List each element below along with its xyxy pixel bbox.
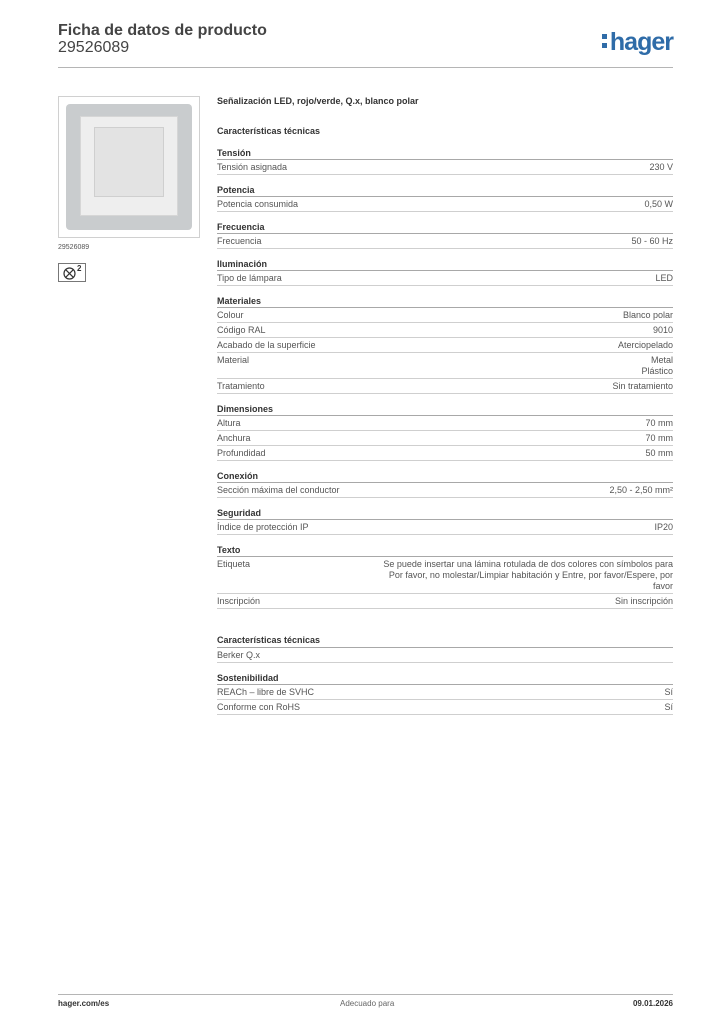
- crossed-circle-icon: [63, 267, 76, 280]
- spec-value: [612, 381, 673, 392]
- spec-group: [217, 671, 673, 715]
- spec-value: [641, 355, 673, 377]
- spec-value: [609, 485, 673, 496]
- spec-group-name: Tensión: [217, 146, 673, 160]
- spec-value: [664, 702, 673, 713]
- footer-date: 09.01.2026: [632, 999, 673, 1008]
- spec-row: [217, 416, 673, 431]
- spec-row: [217, 648, 673, 663]
- spec-group: [217, 506, 673, 535]
- spec-value-line: 70 mm: [645, 433, 673, 443]
- cert-superscript: 2: [77, 264, 82, 273]
- spec-label: Índice de protección IP: [217, 522, 309, 532]
- spec-group-name: Sostenibilidad: [217, 671, 673, 685]
- product-lens: [94, 127, 164, 197]
- spec-group-name: Seguridad: [217, 506, 673, 520]
- product-image: [58, 96, 200, 238]
- spec-group: [217, 402, 673, 461]
- spec-row: [217, 338, 673, 353]
- spec-value-line: Plástico: [641, 366, 673, 376]
- spec-label: Código RAL: [217, 325, 266, 335]
- product-number: 29526089: [58, 39, 130, 56]
- page-footer: [58, 994, 673, 1012]
- spec-row: [217, 160, 673, 175]
- spec-label: Anchura: [217, 433, 251, 443]
- page-header: [58, 20, 673, 68]
- spec-label: Potencia consumida: [217, 199, 299, 209]
- spec-row: [217, 353, 673, 379]
- product-frame: [66, 104, 192, 230]
- spec-group-name: Materiales: [217, 294, 673, 308]
- spec-value-line: Metal: [650, 355, 673, 365]
- spec-value-line: 70 mm: [645, 418, 673, 428]
- spec-group: [217, 220, 673, 249]
- spec-group: [217, 647, 673, 663]
- spec-value-line: Se puede insertar una lámina rotulada de dos colores con símbolos para: [383, 559, 673, 569]
- spec-group-name: Conexión: [217, 469, 673, 483]
- spec-label: Colour: [217, 310, 244, 320]
- spec-row: [217, 308, 673, 323]
- spec-label: Altura: [217, 418, 241, 428]
- product-description: Señalización LED, rojo/verde, Q.x, blanco polar: [217, 96, 419, 106]
- spec-row: [217, 271, 673, 286]
- spec-group: [217, 543, 673, 609]
- spec-label: Tensión asignada: [217, 162, 288, 172]
- spec-row: [217, 379, 673, 394]
- spec-value-line: 230 V: [649, 162, 673, 172]
- spec-value-line: IP20: [654, 522, 673, 532]
- spec-label: Material: [217, 355, 250, 365]
- spec-value: [653, 325, 673, 336]
- spec-value-line: Sí: [664, 702, 673, 712]
- spec-value: [654, 522, 673, 533]
- spec-row: [217, 234, 673, 249]
- spec-label: Profundidad: [217, 448, 266, 458]
- spec-value-line: Por favor, no molestar/Limpiar habitación y Entre, por favor/Espere, por: [388, 570, 673, 580]
- image-caption: 29526089: [58, 244, 90, 251]
- spec-label: Berker Q.x: [217, 650, 261, 660]
- spec-row: [217, 446, 673, 461]
- section-title: Características técnicas: [217, 635, 321, 645]
- spec-value-line: Sin inscripción: [614, 596, 673, 606]
- spec-row: [217, 594, 673, 609]
- spec-group: [217, 257, 673, 286]
- spec-group: [217, 183, 673, 212]
- spec-value-line: 0,50 W: [644, 199, 673, 209]
- spec-label: Sección máxima del conductor: [217, 485, 340, 495]
- spec-label: Tipo de lámpara: [217, 273, 282, 283]
- spec-label: REACh – libre de SVHC: [217, 687, 315, 697]
- spec-row: [217, 557, 673, 594]
- spec-row: [217, 685, 673, 700]
- spec-group-name: Potencia: [217, 183, 673, 197]
- spec-group-name: Texto: [217, 543, 673, 557]
- document-title: Ficha de datos de producto: [58, 22, 267, 39]
- spec-value: [383, 559, 673, 592]
- spec-value: [645, 418, 673, 429]
- spec-value: [664, 687, 673, 698]
- spec-value: [631, 236, 673, 247]
- product-plate: [80, 116, 178, 216]
- spec-row: [217, 483, 673, 498]
- lamp-symbol-icon: [58, 263, 86, 282]
- logo-text: hager: [609, 28, 673, 56]
- spec-value-line: favor: [652, 581, 673, 591]
- footer-url: hager.com/es: [58, 999, 110, 1008]
- spec-value: [655, 273, 673, 284]
- spec-value: [644, 199, 673, 210]
- spec-row: [217, 520, 673, 535]
- spec-label: Etiqueta: [217, 559, 251, 569]
- spec-value: [645, 448, 673, 459]
- spec-group-name: Dimensiones: [217, 402, 673, 416]
- spec-sections: [217, 124, 673, 715]
- spec-value: [649, 162, 673, 173]
- hager-logo: [602, 28, 673, 57]
- spec-group-name: Frecuencia: [217, 220, 673, 234]
- spec-value-line: Blanco polar: [622, 310, 673, 320]
- spec-group: [217, 469, 673, 498]
- spec-value-line: Aterciopelado: [617, 340, 673, 350]
- spec-value-line: Sí: [664, 687, 673, 697]
- spec-value-line: 2,50 - 2,50 mm²: [609, 485, 673, 495]
- spec-value-line: LED: [655, 273, 673, 283]
- spec-group: [217, 294, 673, 394]
- spec-label: Frecuencia: [217, 236, 262, 246]
- footer-middle-text: Adecuado para: [340, 999, 395, 1008]
- spec-group-name: Iluminación: [217, 257, 673, 271]
- spec-value-line: 50 - 60 Hz: [631, 236, 673, 246]
- spec-row: [217, 323, 673, 338]
- spec-row: [217, 700, 673, 715]
- spec-value: [618, 340, 673, 351]
- spec-row: [217, 431, 673, 446]
- spec-value: [645, 433, 673, 444]
- spec-label: Acabado de la superficie: [217, 340, 316, 350]
- spec-group: [217, 146, 673, 175]
- spec-value-line: 9010: [652, 325, 673, 335]
- spec-label: Inscripción: [217, 596, 261, 606]
- logo-colon-mark: [602, 31, 608, 51]
- spec-label: Conforme con RoHS: [217, 702, 301, 712]
- spec-value-line: 50 mm: [645, 448, 673, 458]
- product-details: [217, 92, 673, 715]
- spec-value-line: Sin tratamiento: [612, 381, 673, 391]
- spec-value: [615, 596, 673, 607]
- section-title: Características técnicas: [217, 126, 321, 136]
- spec-value: [623, 310, 673, 321]
- spec-label: Tratamiento: [217, 381, 265, 391]
- spec-row: [217, 197, 673, 212]
